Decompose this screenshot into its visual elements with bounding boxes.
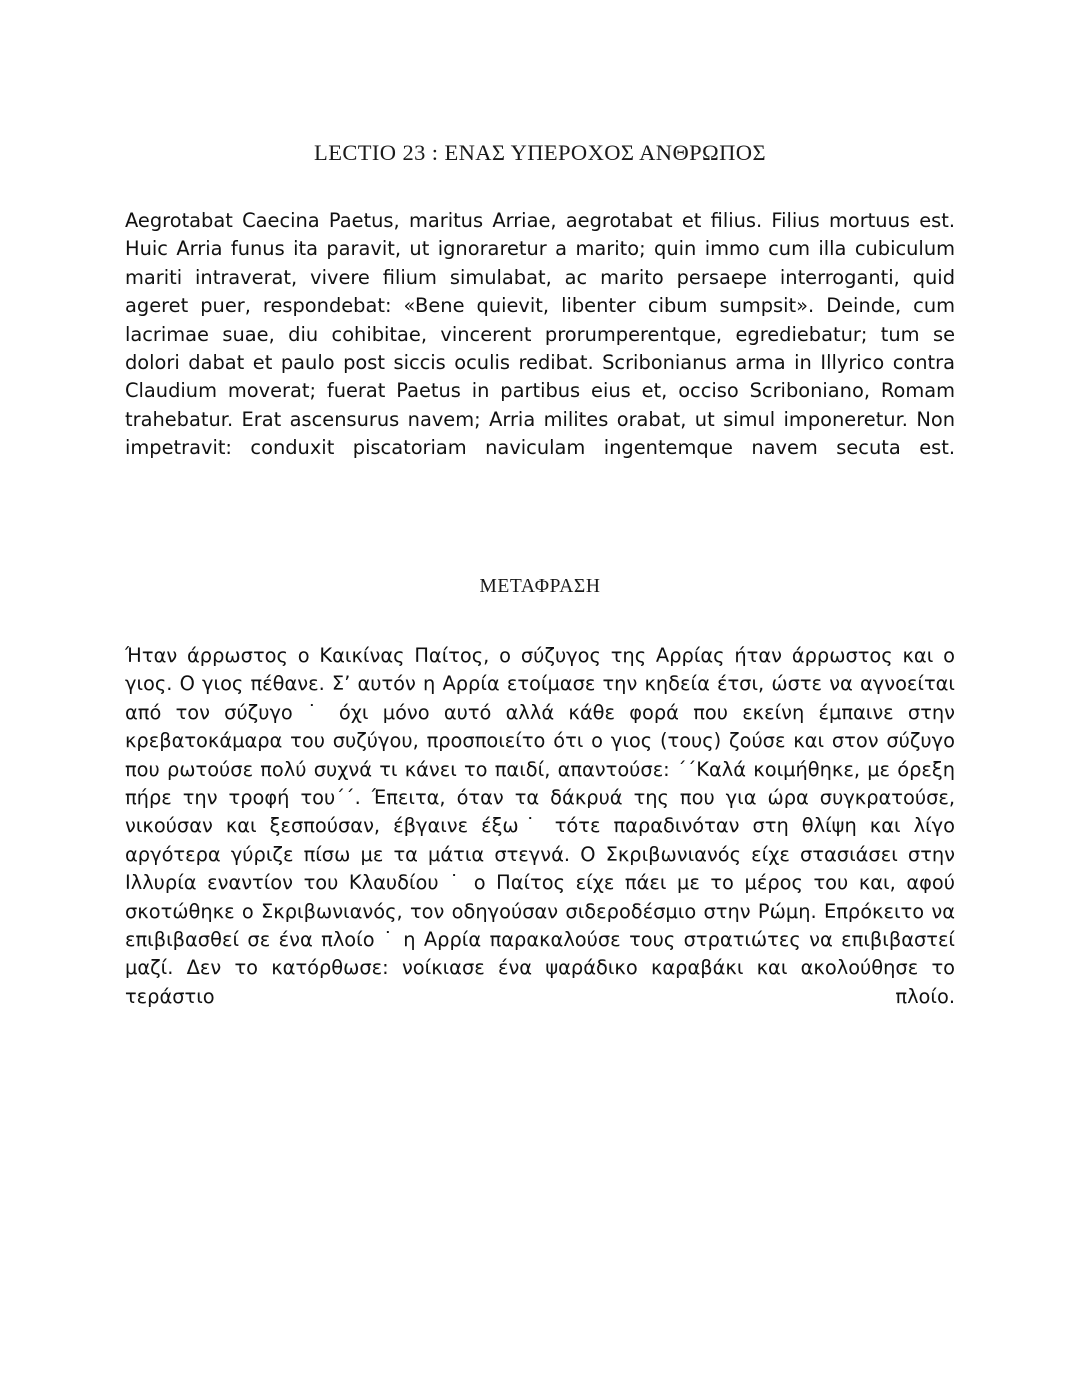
translation-section-heading: ΜΕΤΑΦΡΑΣΗ (479, 576, 601, 598)
latin-source-paragraph: Aegrotabat Caecina Paetus, maritus Arriae, aegrotabat et filius. Filius mortuus est. Huic Arria funus ita paravit, ut ignoraretur a marito; quin immo cum illa cubiculum mariti intraverat, vivere filium simulabat, ac marito persaepe interroganti, quid ageret puer, respondebat: «Bene quievit, libenter cibum sumpsit». Deinde, cum lacrimae suae, diu cohibitae, vincerent prorumperentque, egrediebatur; tum se dolori dabat et paulo post siccis oculis redibat. Scribonianus arma in Illyrico contra Claudium moverat; fuerat Paetus in partibus eius et, occiso Scriboniano, Romam trahebatur. Erat ascensurus navem; Arria milites orabat, ut simul imponeretur. Non impetravit: conduxit piscatoriam naviculam ingentemque navem secuta est. (125, 209, 955, 460)
greek-translation-paragraph: Ήταν άρρωστος ο Καικίνας Παίτος, ο σύζυγος της Αρρίας ήταν άρρωστος και ο γιος. Ο γιος πέθανε. Σ’ αυτόν η Αρρία ετοίμασε την κηδεία έτσι, ώστε να αγνοείται από τον σύζυγο ˙ όχι μόνο αυτό αλλά κάθε φορά που εκείνη έμπαινε στην κρεβατοκάμαρα του συζύγου, προσποιείτο ότι ο γιος (τους) ζούσε και στον σύζυγο που ρωτούσε πολύ συχνά τι κάνει το παιδί, απαντούσε: ΄΄Καλά κοιμήθηκε, με όρεξη πήρε την τροφή του΄΄. Έπειτα, όταν τα δάκρυά της που για ώρα συγκρατούσε, νικούσαν και ξεσπούσαν, έβγαινε έξω˙ τότε παραδινόταν στη θλίψη και λίγο αργότερα γύριζε πίσω με τα μάτια στεγνά. Ο Σκριβωνιανός είχε στασιάσει στην Ιλλυρία εναντίον του Κλαυδίου ˙ ο Παίτος είχε πάει με το μέρος του και, αφού σκοτώθηκε ο Σκριβωνιανός, τον οδηγούσαν σιδεροδέσμιο στην Ρώμη. Επρόκειτο να επιβιβασθεί σε ένα πλοίο ˙ η Αρρία παρακαλούσε τους στρατιώτες να επιβιβαστεί μαζί. Δεν το κατόρθωσε: νοίκιασε ένα ψαράδικο καραβάκι και ακολούθησε το τεράστιο πλοίο. (125, 644, 955, 1008)
page-title: LECTIO 23 : ΕΝΑΣ ΥΠΕΡΟΧΟΣ ΑΝΘΡΩΠΟΣ (314, 140, 766, 166)
